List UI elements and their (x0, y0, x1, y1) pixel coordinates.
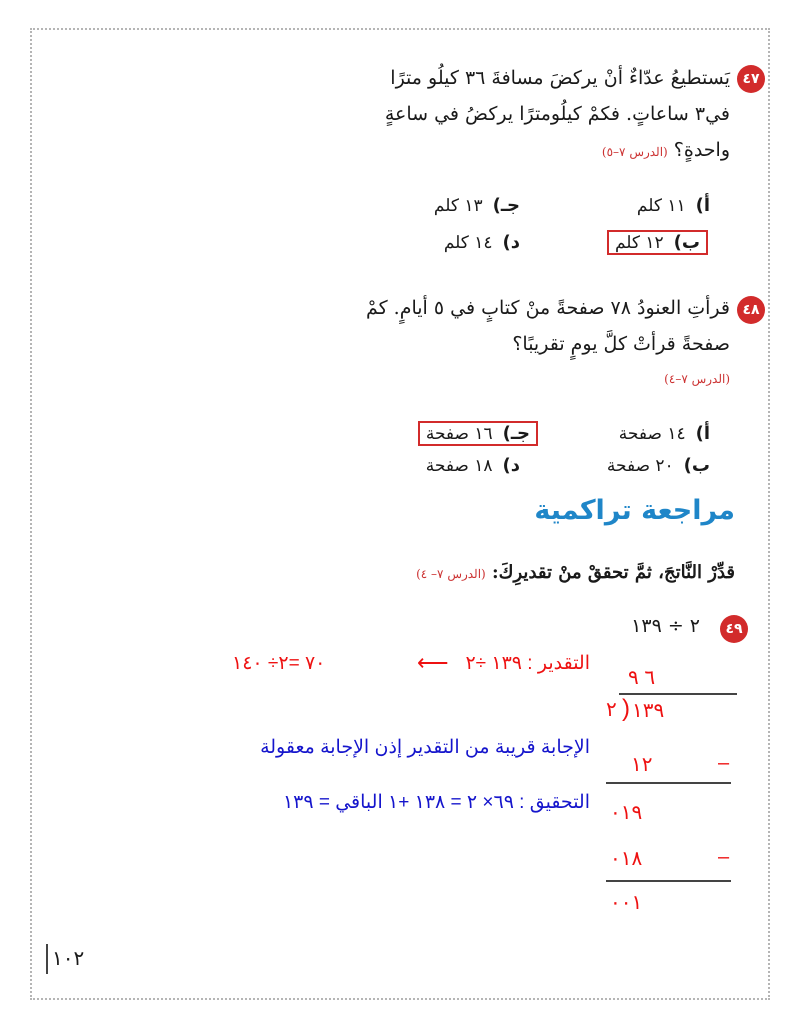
lesson-ref: (الدرس ٧– ٤) (416, 567, 486, 581)
subtraction-step-2: ٠١٨ (610, 848, 643, 870)
question-47-line-1: يَستطيعُ عدّاءٌ أنْ يركضَ مسافةَ ٣٦ كيلُو مترًا (390, 67, 730, 89)
question-48-badge: ٤٨ (737, 296, 765, 324)
problem-expression: ٢ ÷ ١٣٩ (631, 615, 700, 637)
q48-option-d[interactable]: د)١٨ صفحة (425, 455, 520, 476)
subtraction-step-1: ١٢ (631, 754, 653, 776)
q47-option-d[interactable]: د)١٤ كلم (443, 232, 520, 253)
dividend: ١٣٩ (632, 700, 665, 722)
arrow-icon: ⟵ (417, 650, 449, 675)
question-48-line-2: صفحةً قرأتْ كلَّ يومٍ تقريبًا؟ (512, 333, 730, 355)
question-49-badge: ٤٩ (720, 615, 748, 643)
estimate-label: التقدير : ١٣٩ ÷٢ (465, 653, 590, 674)
estimate-result: ٧٠ =٢÷ ١٤٠ (232, 653, 326, 674)
quotient: ٦ ٩ (628, 667, 656, 689)
q48-option-a[interactable]: أ)١٤ صفحة (618, 423, 710, 444)
q47-option-b-selected[interactable]: ب)١٢ كلم (607, 230, 708, 255)
minus-sign: – (718, 846, 730, 868)
question-47-line-2: في٣ ساعاتٍ. فكمْ كيلُومترًا يركضُ في ساعةٍ (384, 103, 730, 125)
check-calculation: التحقيق : ٦٩× ٢ = ١٣٨ +١ الباقي = ١٣٩ (282, 792, 590, 813)
minus-sign: – (718, 752, 730, 774)
q48-option-b[interactable]: ب)٢٠ صفحة (606, 455, 710, 476)
division-bar (619, 693, 737, 695)
partial-dividend: ٠١٩ (610, 802, 643, 824)
q48-option-c-selected[interactable]: جـ)١٦ صفحة (418, 421, 538, 446)
q47-option-c[interactable]: جـ)١٣ كلم (433, 195, 520, 216)
question-47-badge: ٤٧ (737, 65, 765, 93)
subtraction-line (606, 782, 731, 784)
lesson-ref: (الدرس ٧–٤) (664, 372, 730, 386)
subtraction-line (606, 880, 731, 882)
divisor: ٢ (606, 699, 617, 721)
page-number-rule (46, 944, 48, 974)
question-47-line-3: واحدةٍ؟ (الدرس ٧–٥) (601, 139, 730, 161)
question-48-line-1: قرأتِ العنودُ ٧٨ صفحةً منْ كتابٍ في ٥ أيامٍ. كمْ (365, 297, 730, 319)
lesson-ref: (الدرس ٧–٥) (601, 145, 668, 159)
section-heading: مراجعة تراكمية (534, 495, 735, 526)
page-number: ١٠٢ (52, 946, 85, 970)
review-instruction: قدِّرْ النَّاتجَ، ثمَّ تحققْ منْ تقديرِكَ: (الدرس ٧– ٤) (416, 562, 735, 583)
division-bracket: ) (622, 695, 630, 722)
remainder: ٠٠١ (610, 892, 643, 914)
reasonableness-note: الإجابة قريبة من التقدير إذن الإجابة معقولة (260, 737, 590, 758)
q47-option-a[interactable]: أ)١١ كلم (636, 195, 710, 216)
